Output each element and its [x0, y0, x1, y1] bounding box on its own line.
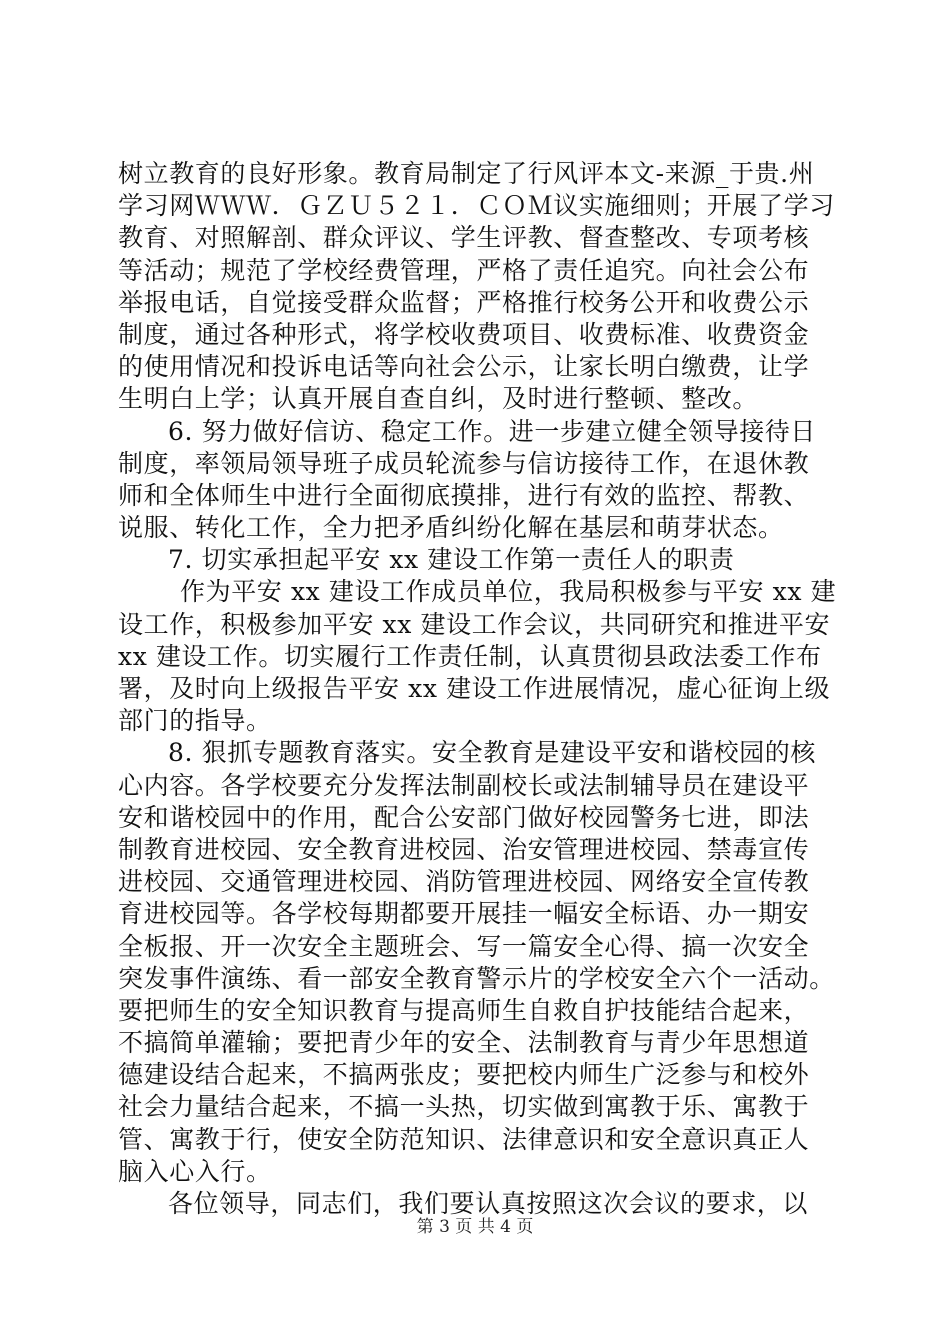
text-line: xx 建设工作。切实履行工作责任制，认真贯彻县政法委工作布: [118, 641, 822, 671]
text-line: 部门的指导。: [118, 706, 272, 736]
text-line: 心内容。各学校要充分发挥法制副校长或法制辅导员在建设平: [118, 770, 810, 800]
text-line: 生明白上学；认真开展自查自纠，及时进行整顿、整改。: [118, 384, 759, 414]
text-line: 育进校园等。各学校每期都要开展挂一幅安全标语、办一期安: [118, 899, 810, 929]
text-line: 德建设结合起来，不搞两张皮；要把校内师生广泛参与和校外: [118, 1060, 810, 1090]
text-line: 的使用情况和投诉电话等向社会公示，让家长明白缴费，让学: [118, 352, 810, 382]
text-line: 教育、对照解剖、群众评议、学生评教、督查整改、专项考核: [118, 223, 810, 253]
section-heading: 7. 切实承担起平安 xx 建设工作第一责任人的职责: [168, 545, 735, 575]
text-line: 制度，通过各种形式，将学校收费项目、收费标准、收费资金: [118, 319, 810, 349]
text-line: 要把师生的安全知识教育与提高师生自救自护技能结合起来，: [118, 995, 810, 1025]
text-line: 全板报、开一次安全主题班会、写一篇安全心得、搞一次安全: [118, 931, 810, 961]
text-line: 脑入心入行。: [118, 1156, 272, 1186]
text-line: 突发事件演练、看一部安全教育警示片的学校安全六个一活动。: [118, 963, 835, 993]
text-line: 署，及时向上级报告平安 xx 建设工作进展情况，虚心征询上级: [118, 674, 831, 703]
paragraph-start-line: 作为平安 xx 建设工作成员单位，我局积极参与平安 xx 建: [180, 577, 837, 607]
text-line: 设工作，积极参加平安 xx 建设工作会议，共同研究和推进平安: [118, 609, 831, 639]
text-line: 学习网ＷＷＷ．ＧＺＵ５２１．ＣＯＭ议实施细则；开展了学习: [118, 191, 835, 221]
text-line: 安和谐校园中的作用，配合公安部门做好校园警务七进，即法: [118, 802, 810, 832]
paragraph-start-line: 6. 努力做好信访、稳定工作。进一步建立健全领导接待日: [168, 416, 817, 446]
document-body: [118, 158, 838, 1220]
text-line: 制教育进校园、安全教育进校园、治安管理进校园、禁毒宣传: [118, 834, 810, 864]
page-number-footer: 第 3 页 共 4 页: [416, 1217, 534, 1237]
text-line: 进校园、交通管理进校园、消防管理进校园、网络安全宣传教: [118, 867, 810, 897]
paragraph-start-line: 8. 狠抓专题教育落实。安全教育是建设平安和谐校园的核: [168, 738, 817, 768]
text-line: 等活动；规范了学校经费管理，严格了责任追究。向社会公布: [118, 255, 810, 285]
text-line: 树立教育的良好形象。教育局制定了行风评本文-来源_于贵.州: [118, 159, 815, 188]
text-line: 制度，率领局领导班子成员轮流参与信访接待工作，在退休教: [118, 448, 810, 478]
text-line: 社会力量结合起来，不搞一头热，切实做到寓教于乐、寓教于: [118, 1092, 810, 1122]
text-line: 说服、转化工作，全力把矛盾纠纷化解在基层和萌芽状态。: [118, 513, 784, 543]
paragraph-start-line: 各位领导，同志们，我们要认真按照这次会议的要求，以: [168, 1189, 809, 1218]
text-line: 举报电话，自觉接受群众监督；严格推行校务公开和收费公示: [118, 287, 810, 317]
text-line: 不搞简单灌输；要把青少年的安全、法制教育与青少年思想道: [118, 1028, 810, 1058]
text-line: 管、寓教于行，使安全防范知识、法律意识和安全意识真正人: [118, 1124, 810, 1154]
text-line: 师和全体师生中进行全面彻底摸排，进行有效的监控、帮教、: [118, 480, 810, 510]
